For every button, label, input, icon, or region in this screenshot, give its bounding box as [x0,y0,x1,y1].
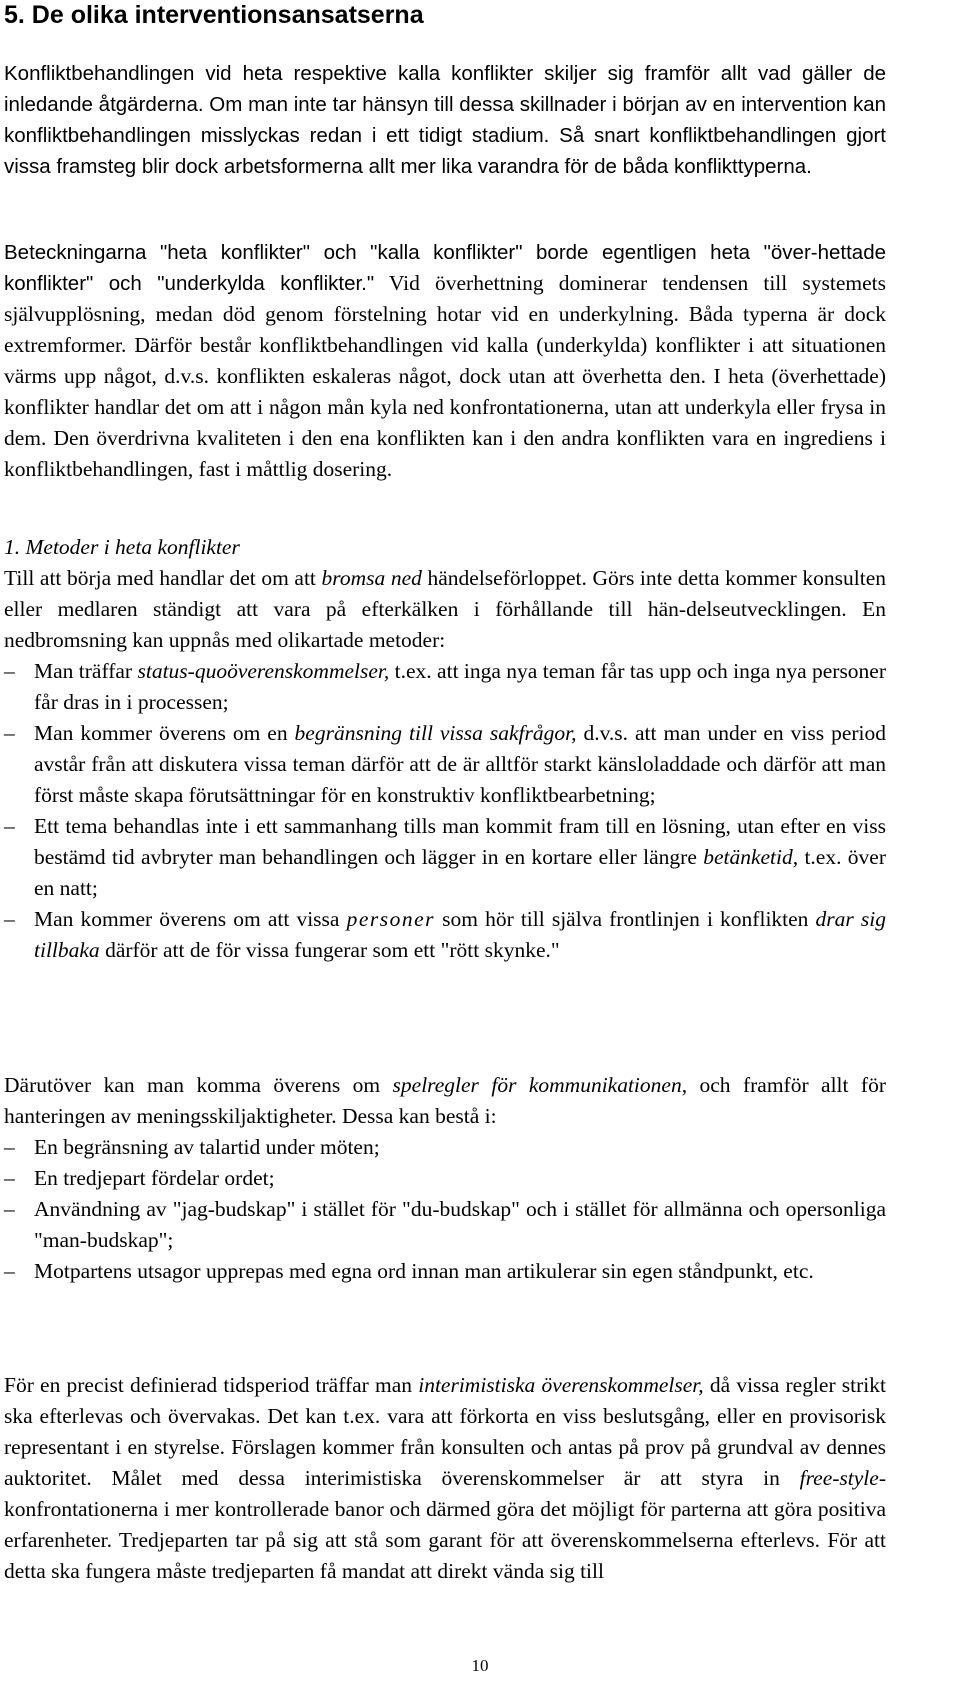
list-item [4,718,886,811]
paragraph-2-sans-text: Beteckningarna "heta konflikter" och "kalla konflikter" borde egentligen heta "över-hettade konflikter" och "underkylda konflikter." [4,241,886,295]
section-heading: 5. De olika interventionsansatserna [4,1,424,29]
item-text: Man kommer överens om att vissa [34,907,347,931]
interim-italic-2: free-style [799,1466,879,1490]
intro-italic: bromsa ned [321,566,422,590]
rules-list [4,1132,886,1287]
item-text: d.v.s. att man under en viss period avstår från att diskutera vissa teman därför att de är alltför starkt känsloladdade och därför att man först måste skapa förutsättningar för en konstruktiv konfliktbearbetning; [34,721,886,807]
rules-text-b: , och framför allt för hanteringen av meningsskiljaktigheter. Dessa kan bestå i: [4,1073,886,1128]
interim-text-b: då vissa regler strikt ska efterlevas och övervakas. Det kan t.ex. vara att förkorta en viss beslutsgång, eller en provisorisk representant i en styrelse. Förslagen kommer från konsulten och antas på prov på grundval av dennes auktoritet. Målet med dessa interimistiska överenskommelser är att styra in [4,1373,887,1490]
list-item [4,904,886,966]
method-list [4,656,886,966]
item-text: Motpartens utsagor upprepas med egna ord innan man artikulerar sin egen ståndpunkt, etc. [34,1259,814,1283]
list-item [4,1132,886,1163]
dash-bullet: – [4,659,15,683]
item-text: En tredjepart fördelar ordet; [34,1166,275,1190]
dash-bullet: – [4,814,15,838]
intro-text: Konfliktbehandlingen vid heta respektive kalla konflikter skiljer sig framför allt vad gäller de inledande åtgärderna. Om man inte tar hänsyn till dessa skillnader i början av en intervention kan konfliktbehandlingen misslyckas redan i ett tidigt stadium. Så snart konfliktbehandlingen gjort vissa framsteg blir dock arbetsformerna allt mer lika varandra för de båda konflikttyperna. [4,62,886,178]
subsection-title: 1. Metoder i heta konflikter [4,535,240,559]
item-text: t.ex. över en natt; [34,845,886,900]
list-item [4,1163,886,1194]
dash-bullet: – [4,907,15,931]
page-number: 10 [471,1656,489,1675]
list-item [4,1194,886,1256]
intro-paragraph [4,58,886,182]
paragraph-rules [4,1070,886,1287]
item-text: Man träffar [34,659,138,683]
dash-bullet: – [4,721,15,745]
item-italic: betänketid, [703,845,799,869]
item-italic: status-quoöverenskommelser, [137,659,390,683]
paragraph-heat-cold [4,237,886,485]
paragraph-2-serif-text: Vid överhettning dominerar tendensen till systemets självupplösning, medan död genom förstelning hotar vid en underkylning. Båda typerna är dock extremformer. Därför består konfliktbehandlingen vid kalla (underkylda) konflikter i att situationen värms upp något, d.v.s. konflikten eskaleras något, dock utan att överhetta den. I heta (överhettade) konflikter handlar det om att i någon mån kyla ned konfrontationerna, utan att underkyla eller frysa in dem. Den överdrivna kvaliteten i den ena konflikten kan i den andra konflikten vara en ingrediens i konfliktbehandlingen, fast i måttlig dosering. [4,271,886,481]
subsection-intro [4,563,886,656]
list-item [4,656,886,718]
dash-bullet: – [4,1135,15,1159]
item-text: t.ex. att inga nya teman får tas upp och inga nya personer får dras in i processen; [34,659,887,714]
list-item [4,1256,886,1287]
intro-text-b: händelseförloppet. Görs inte detta kommer konsulten eller medlaren ständigt att vara på efterkälken i förhållande till hän-delseutvecklingen. En nedbromsning kan uppnås med olikartade metoder: [4,566,886,652]
item-text: Man kommer överens om en [34,721,295,745]
section-hot-conflicts [4,532,886,966]
intro-text-a: Till att börja med handlar det om att [4,566,322,590]
rules-italic: spelregler för kommunikationen [392,1073,682,1097]
dash-bullet: – [4,1259,15,1283]
item-text: därför att de för vissa fungerar som ett "rött skynke." [99,938,560,962]
rules-text-a: Därutöver kan man komma överens om [4,1073,393,1097]
interim-text-c: -konfrontationerna i mer kontrollerade banor och därmed göra det möjligt för parterna att göra positiva erfarenheter. Tredjeparten tar på sig att stå som garant för att överenskommelserna efterlevs. För att detta ska fungera måste tredjeparten få mandat att direkt vända sig till [4,1466,886,1583]
dash-bullet: – [4,1166,15,1190]
interim-text-a: För en precist definierad tidsperiod träffar man [4,1373,419,1397]
item-text: som hör till själva frontlinjen i konflikten [435,907,816,931]
list-item [4,811,886,904]
rules-intro [4,1070,886,1132]
item-italic: drar sig tillbaka [34,907,886,962]
item-text: En begränsning av talartid under möten; [34,1135,380,1159]
item-text: Användning av "jag-budskap" i stället för "du-budskap" och i stället för allmänna och opersonliga "man-budskap"; [34,1197,886,1252]
paragraph-interim [4,1370,886,1587]
item-text: Ett tema behandlas inte i ett sammanhang tills man kommit fram till en lösning, utan efter en viss bestämd tid avbryter man behandlingen och lägger in en kortare eller längre [34,814,886,869]
interim-italic: interimistiska överenskommelser, [418,1373,704,1397]
dash-bullet: – [4,1197,15,1221]
item-italic: begränsning till vissa sakfrågor, [294,721,577,745]
item-italic: personer [346,907,435,931]
